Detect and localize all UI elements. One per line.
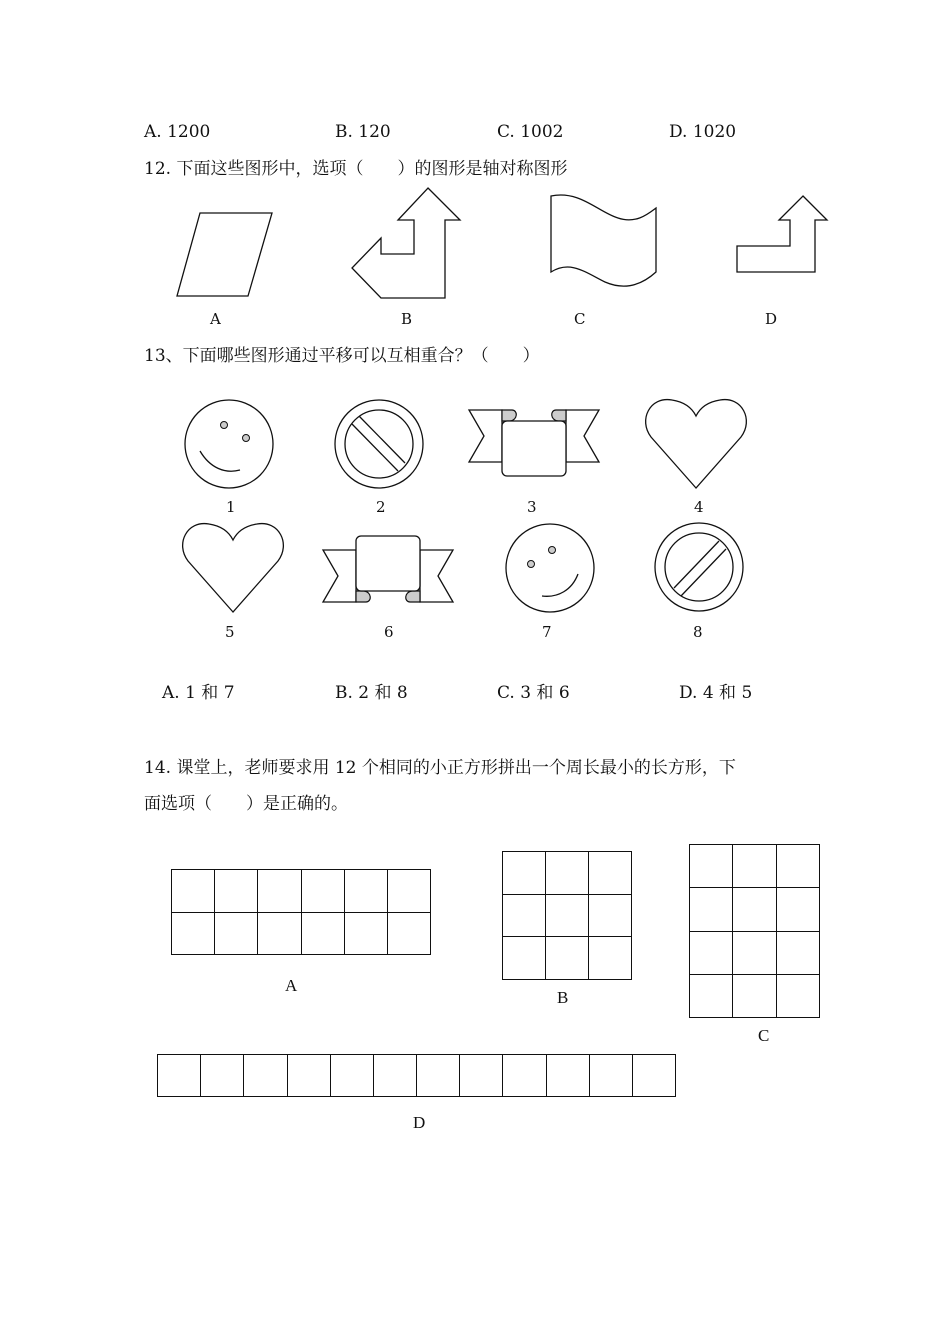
grid-cell bbox=[503, 1055, 546, 1097]
q13-label-7: 7 bbox=[542, 623, 552, 641]
q13-label-4: 4 bbox=[694, 498, 704, 516]
grid-cell bbox=[215, 870, 258, 913]
q12-question: 12. 下面这些图形中，选项（ ）的图形是轴对称图形 bbox=[144, 159, 568, 179]
q11-option-c: C. 1002 bbox=[497, 122, 564, 142]
grid-cell bbox=[690, 845, 733, 888]
q13-option-c: C. 3 和 6 bbox=[497, 683, 570, 703]
q11-option-d: D. 1020 bbox=[669, 122, 737, 142]
q14-grid-b bbox=[502, 851, 632, 980]
q14-grid-a bbox=[171, 869, 431, 955]
q11-option-b: B. 120 bbox=[335, 122, 391, 142]
grid-cell bbox=[258, 870, 301, 913]
grid-cell bbox=[547, 1055, 590, 1097]
grid-cell bbox=[258, 913, 301, 956]
grid-cell bbox=[503, 937, 546, 980]
grid-cell bbox=[345, 870, 388, 913]
grid-cell bbox=[733, 932, 776, 975]
q13-option-a: A. 1 和 7 bbox=[162, 683, 235, 703]
grid-cell bbox=[374, 1055, 417, 1097]
grid-cell bbox=[244, 1055, 287, 1097]
grid-cell bbox=[302, 870, 345, 913]
grid-cell bbox=[733, 888, 776, 931]
q13-label-3: 3 bbox=[527, 498, 537, 516]
q14-label-b: B bbox=[557, 988, 569, 1007]
q13-question: 13、下面哪些图形通过平移可以互相重合？（ ） bbox=[144, 346, 540, 366]
grid-cell bbox=[215, 913, 258, 956]
grid-cell bbox=[777, 932, 820, 975]
grid-cell bbox=[288, 1055, 331, 1097]
grid-cell bbox=[589, 852, 632, 895]
grid-cell bbox=[503, 852, 546, 895]
q12-label-d: D bbox=[765, 310, 778, 328]
grid-cell bbox=[633, 1055, 676, 1097]
q13-option-d: D. 4 和 5 bbox=[679, 683, 753, 703]
grid-cell bbox=[172, 870, 215, 913]
grid-cell bbox=[733, 975, 776, 1018]
q12-label-c: C bbox=[574, 310, 586, 328]
q14-label-c: C bbox=[758, 1026, 770, 1045]
grid-cell bbox=[777, 888, 820, 931]
grid-cell bbox=[345, 913, 388, 956]
grid-cell bbox=[172, 913, 215, 956]
grid-cell bbox=[388, 913, 431, 956]
q13-label-1: 1 bbox=[226, 498, 236, 516]
grid-cell bbox=[777, 975, 820, 1018]
grid-cell bbox=[590, 1055, 633, 1097]
q11-option-a: A. 1200 bbox=[144, 122, 211, 142]
q14-question-line2: 面选项（ ）是正确的。 bbox=[144, 794, 348, 814]
grid-cell bbox=[331, 1055, 374, 1097]
q14-label-a: A bbox=[285, 976, 298, 995]
grid-cell bbox=[733, 845, 776, 888]
grid-cell bbox=[158, 1055, 201, 1097]
grid-cell bbox=[460, 1055, 503, 1097]
q13-label-6: 6 bbox=[384, 623, 394, 641]
grid-cell bbox=[302, 913, 345, 956]
grid-cell bbox=[690, 932, 733, 975]
q13-label-8: 8 bbox=[693, 623, 703, 641]
grid-cell bbox=[589, 895, 632, 938]
grid-cell bbox=[546, 937, 589, 980]
q13-label-2: 2 bbox=[376, 498, 386, 516]
grid-cell bbox=[388, 870, 431, 913]
q13-option-b: B. 2 和 8 bbox=[335, 683, 408, 703]
grid-cell bbox=[690, 888, 733, 931]
q13-label-5: 5 bbox=[225, 623, 235, 641]
grid-cell bbox=[417, 1055, 460, 1097]
grid-cell bbox=[589, 937, 632, 980]
grid-cell bbox=[546, 852, 589, 895]
grid-cell bbox=[546, 895, 589, 938]
q14-label-d: D bbox=[413, 1113, 426, 1132]
q12-label-a: A bbox=[210, 310, 221, 328]
q14-grid-c bbox=[689, 844, 820, 1018]
q12-label-b: B bbox=[401, 310, 413, 328]
grid-cell bbox=[201, 1055, 244, 1097]
q14-grid-d bbox=[157, 1054, 676, 1097]
q14-question-line1: 14. 课堂上，老师要求用 12 个相同的小正方形拼出一个周长最小的长方形，下 bbox=[144, 758, 736, 778]
grid-cell bbox=[690, 975, 733, 1018]
grid-cell bbox=[777, 845, 820, 888]
grid-cell bbox=[503, 895, 546, 938]
